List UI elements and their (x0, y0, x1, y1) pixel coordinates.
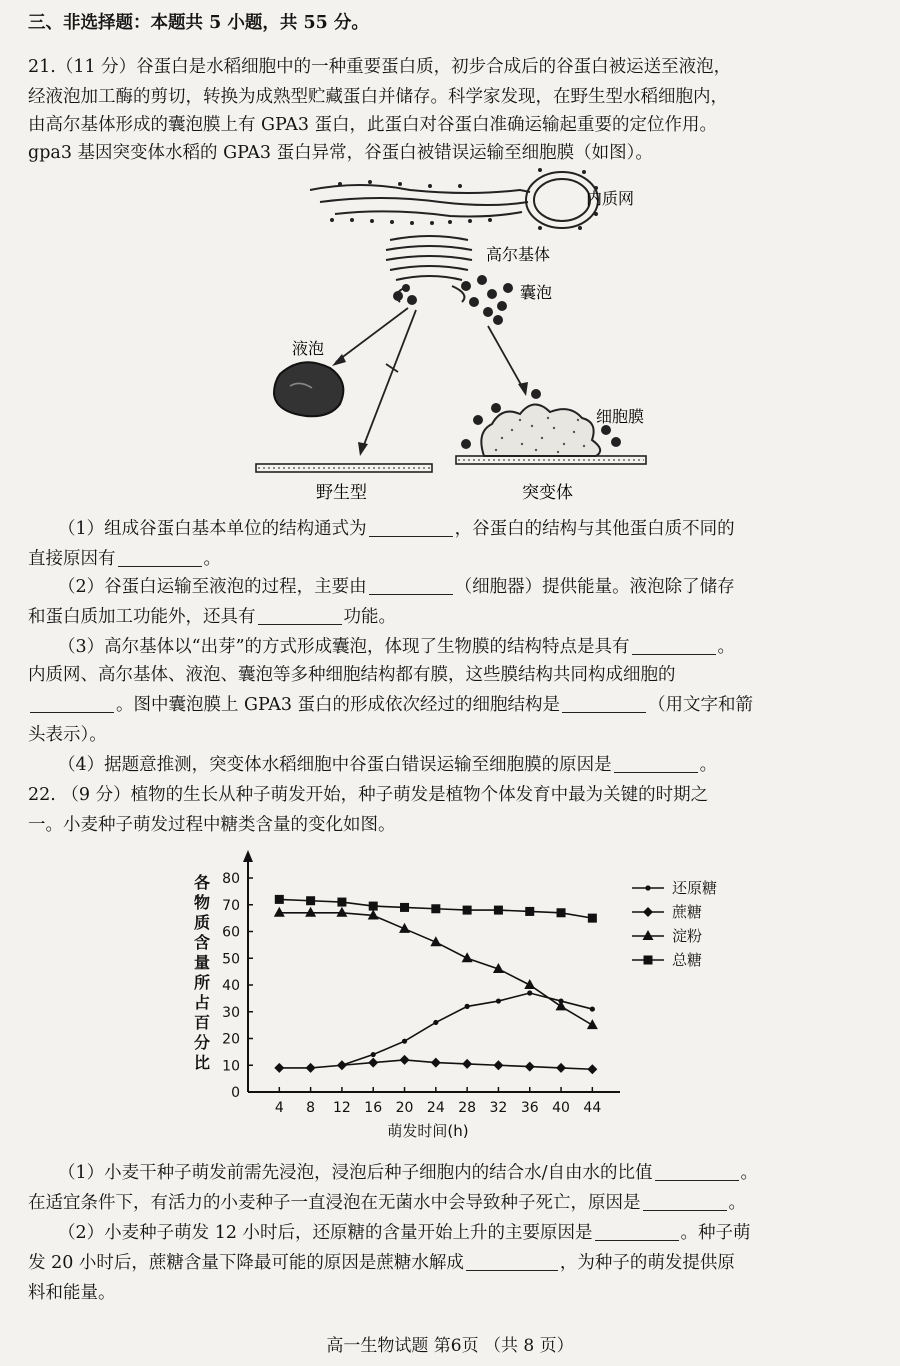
answer-blank[interactable] (643, 1192, 727, 1211)
y-axis-arrow (243, 850, 253, 862)
data-point (369, 902, 378, 911)
series-1 (274, 1055, 597, 1074)
answer-blank[interactable] (466, 1252, 558, 1271)
data-point (431, 904, 440, 913)
arrow-to-membrane-mutant (488, 326, 524, 390)
y-tick-label: 80 (222, 871, 240, 887)
q21-part2-line1: （2）谷蛋白运输至液泡的过程，主要由 （细胞器）提供能量。液泡除了储存 (58, 577, 735, 597)
q21-part3-line3: 。图中囊泡膜上 GPA3 蛋白的形成依次经过的细胞结构是 （用文字和箭 (28, 692, 880, 718)
x-tick-label: 20 (395, 1100, 414, 1116)
page-footer: 高一生物试题 第6页 （共 8 页） (326, 1336, 574, 1356)
answer-blank[interactable] (118, 548, 202, 567)
y-tick-label: 70 (222, 897, 240, 914)
data-point (525, 907, 534, 916)
q22-part2-line1: （2）小麦种子萌发 12 小时后，还原糖的含量开始上升的主要原因是 。种子萌 (58, 1223, 751, 1243)
answer-blank[interactable] (655, 1162, 739, 1181)
data-point (368, 1058, 378, 1068)
er-label: 内质网 (586, 189, 635, 208)
q21-part3-line4: 头表示）。 (28, 725, 107, 745)
y-tick-label: 60 (222, 924, 240, 941)
data-point (496, 998, 501, 1003)
y-tick-label: 40 (222, 978, 240, 994)
x-tick-label: 28 (458, 1100, 477, 1116)
y-axis-label-char: 比 (193, 1053, 211, 1072)
answer-blank[interactable] (30, 694, 114, 713)
answer-blank[interactable] (369, 576, 453, 595)
q21-intro-line-1: 21.（11 分）谷蛋白是水稻细胞中的一种重要蛋白质，初步合成后的谷蛋白被运送至液泡， (28, 57, 732, 77)
data-point (494, 906, 503, 915)
y-axis-label-char: 质 (193, 913, 211, 932)
data-point (524, 979, 535, 989)
x-tick-label: 36 (520, 1100, 539, 1116)
data-point (337, 898, 346, 907)
y-axis-label-char: 分 (193, 1033, 211, 1052)
y-tick-label: 20 (222, 1031, 240, 1048)
q21-part3-line1: （3）高尔基体以“出芽”的方式形成囊泡，体现了生物膜的结构特点是具有 。 (58, 637, 736, 657)
mutant-membrane (456, 389, 646, 464)
data-point (274, 1063, 284, 1073)
data-point (644, 956, 653, 965)
x-tick-label: 8 (306, 1100, 316, 1116)
data-point (462, 952, 473, 962)
data-point (433, 1020, 438, 1025)
data-point (587, 1064, 597, 1074)
q22-part1-line1: （1）小麦干种子萌发前需先浸泡，浸泡后种子细胞内的结合水/自由水的比值 。 (58, 1163, 759, 1183)
data-point (643, 907, 653, 917)
answer-blank[interactable] (632, 636, 716, 655)
data-point (557, 908, 566, 917)
data-point (305, 907, 316, 917)
x-tick-label: 4 (274, 1100, 284, 1116)
q21-part1-line1: （1）组成谷蛋白基本单位的结构通式为 ，谷蛋白的结构与其他蛋白质不同的 (58, 519, 735, 539)
series-3 (275, 895, 597, 923)
series-0 (339, 990, 595, 1067)
section-heading: 三、非选择题：本题共 5 小题，共 55 分。 (28, 13, 369, 33)
chart-axes (194, 850, 620, 1140)
legend-label: 蔗糖 (672, 903, 703, 921)
data-point (587, 1019, 598, 1029)
data-point (465, 1004, 470, 1009)
answer-blank[interactable] (595, 1222, 679, 1241)
data-point (643, 930, 654, 940)
y-tick-label: 10 (222, 1058, 240, 1075)
y-axis-label-char: 量 (193, 953, 211, 972)
x-tick-label: 40 (552, 1100, 570, 1116)
legend-label: 还原糖 (672, 879, 718, 897)
protein-transport-diagram (240, 168, 680, 508)
x-tick-label: 24 (426, 1100, 445, 1116)
y-axis-label-char: 百 (193, 1013, 211, 1032)
y-axis-label-char: 占 (193, 993, 211, 1012)
vacuole-shape (274, 362, 343, 416)
data-point (645, 885, 650, 890)
x-tick-label: 16 (364, 1100, 383, 1116)
sugar-content-chart (180, 848, 740, 1148)
data-point (337, 1060, 347, 1070)
y-axis-label-char: 物 (193, 893, 211, 912)
q22-part2-line2: 发 20 小时后，蔗糖含量下降最可能的原因是蔗糖水解成 ，为种子的萌发提供原 (28, 1253, 735, 1273)
q22-part1-line2: 在适宜条件下，有活力的小麦种子一直浸泡在无菌水中会导致种子死亡，原因是 。 (28, 1193, 746, 1213)
data-point (493, 1060, 503, 1070)
mutant-label: 突变体 (522, 483, 573, 503)
vacuole-label: 液泡 (292, 339, 325, 358)
y-tick-label: 50 (222, 951, 240, 968)
data-point (306, 1063, 316, 1073)
data-point (336, 907, 347, 917)
chart-legend (632, 879, 717, 969)
y-axis-label-char: 含 (193, 933, 211, 952)
q22-part2-line3: 料和能量。 (28, 1283, 116, 1303)
data-point (306, 896, 315, 905)
vesicle-label: 囊泡 (520, 283, 553, 302)
data-point (371, 1052, 376, 1057)
answer-blank[interactable] (369, 518, 453, 537)
x-tick-label: 32 (489, 1100, 508, 1116)
data-point (462, 1059, 472, 1069)
vesicles (393, 275, 513, 325)
data-point (525, 1062, 535, 1072)
y-tick-label: 0 (231, 1085, 240, 1101)
q22-intro-line-1: 22. （9 分）植物的生长从种子萌发开始，种子萌发是植物个体发育中最为关键的时期之 (28, 785, 709, 805)
y-tick-label: 30 (222, 1004, 240, 1021)
q21-intro-line-4: gpa3 基因突变体水稻的 GPA3 蛋白异常，谷蛋白被错误运输至细胞膜（如图）。 (28, 143, 653, 163)
q21-intro-line-3: 由高尔基体形成的囊泡膜上有 GPA3 蛋白，此蛋白对谷蛋白准确运输起重要的定位作用。 (28, 115, 718, 135)
q21-intro-line-2: 经液泡加工酶的剪切，转换为成熟型贮藏蛋白并储存。科学家发现，在野生型水稻细胞内， (28, 87, 728, 107)
arrow-to-vacuole (336, 308, 408, 362)
q21-part1-line2: 直接原因有 。 (28, 549, 221, 569)
golgi-label: 高尔基体 (486, 245, 551, 264)
data-point (527, 990, 532, 995)
q21-part4-line1: （4）据题意推测，突变体水稻细胞中谷蛋白错误运输至细胞膜的原因是 。 (58, 755, 718, 775)
answer-blank[interactable] (562, 694, 646, 713)
q21-part2-line2: 和蛋白质加工功能外，还具有 功能。 (28, 607, 396, 627)
data-point (590, 1006, 595, 1011)
data-point (556, 1063, 566, 1073)
x-tick-label: 44 (583, 1100, 602, 1116)
answer-blank[interactable] (258, 606, 342, 625)
answer-blank[interactable] (614, 754, 698, 773)
data-point (431, 1058, 441, 1068)
data-point (400, 903, 409, 912)
x-axis-label: 萌发时间(h) (387, 1122, 469, 1140)
y-axis-label-char: 所 (193, 973, 211, 992)
series-line (279, 913, 592, 1025)
data-point (275, 895, 284, 904)
data-point (400, 1055, 410, 1065)
wild-type-label: 野生型 (316, 483, 367, 503)
x-tick-label: 12 (332, 1100, 351, 1116)
legend-label: 总糖 (672, 951, 703, 969)
data-point (274, 907, 285, 917)
series-2 (274, 907, 598, 1029)
data-point (402, 1039, 407, 1044)
membrane-label: 细胞膜 (596, 407, 645, 426)
legend-label: 淀粉 (672, 927, 703, 945)
arrow-to-membrane-wild (362, 310, 416, 450)
y-axis-label-char: 各 (193, 873, 211, 892)
q21-part3-line2: 内质网、高尔基体、液泡、囊泡等多种细胞结构都有膜，这些膜结构共同构成细胞的 (28, 665, 676, 685)
chart-series (274, 895, 598, 1074)
data-point (588, 914, 597, 923)
data-point (463, 906, 472, 915)
wild-membrane (256, 464, 432, 472)
q22-intro-line-2: 一。小麦种子萌发过程中糖类含量的变化如图。 (28, 815, 396, 835)
